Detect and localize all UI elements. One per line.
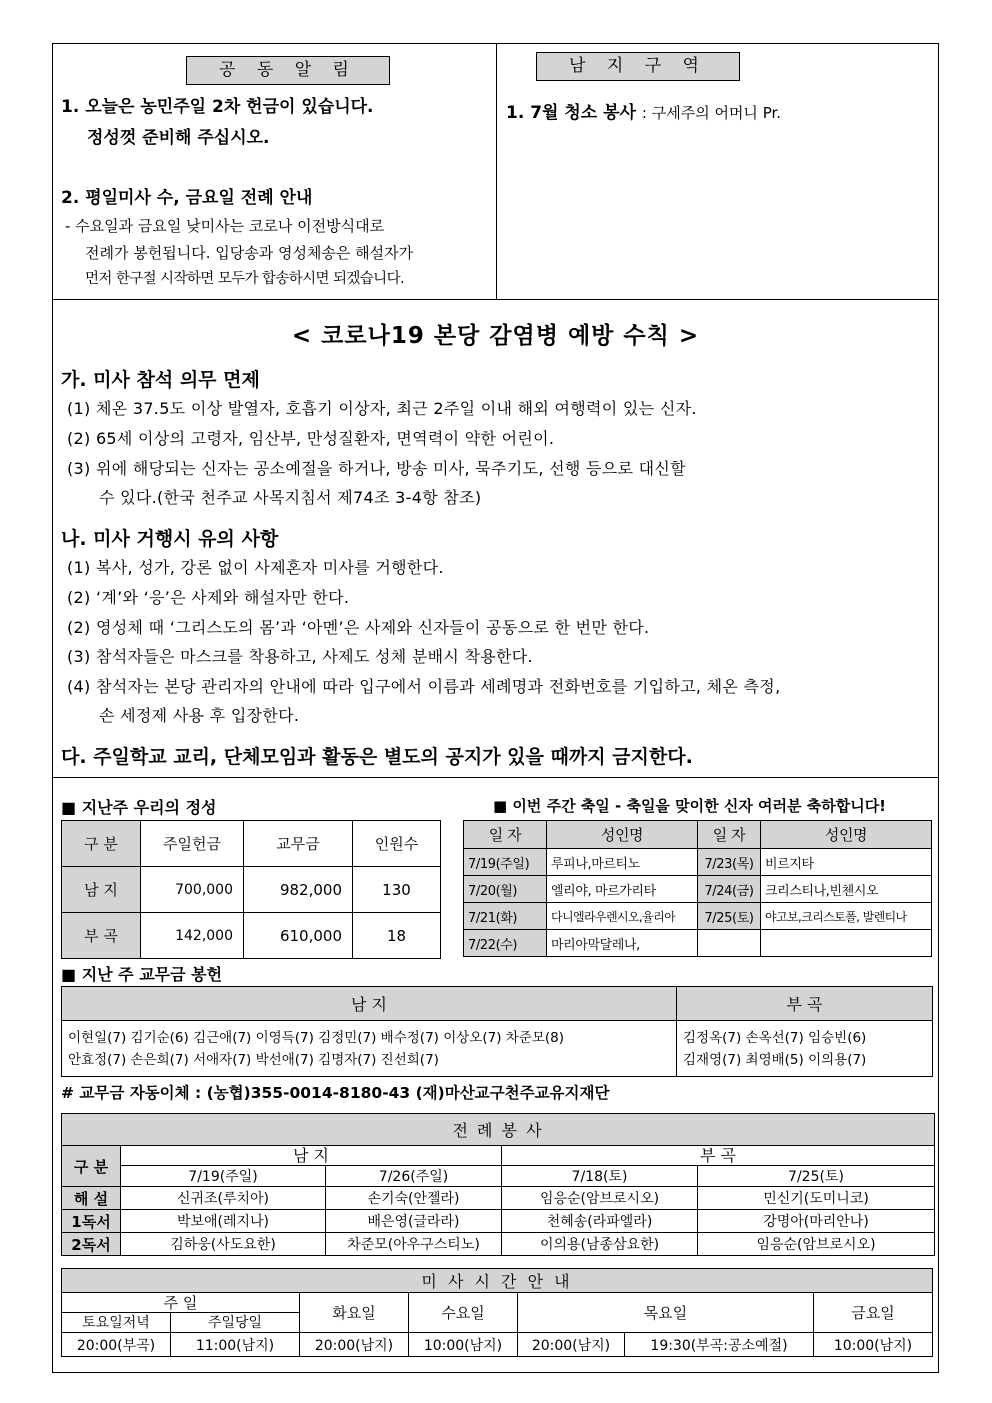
mass-time: 11:00(남지): [171, 1333, 300, 1357]
liturgy-date: 7/19(주일): [121, 1166, 326, 1187]
offering-row-count: 130: [353, 867, 441, 913]
offering-header-1: 주일헌금: [141, 821, 244, 867]
top-section: [53, 44, 938, 300]
liturgy-role: 2독서: [62, 1233, 121, 1256]
liturgy-date: 7/25(토): [698, 1166, 935, 1187]
offering-row-name: 부 곡: [62, 913, 141, 959]
mass-time: 20:00(남지): [300, 1333, 409, 1357]
district-item-1-label: 1. 7월 청소 봉사: [506, 103, 636, 123]
feast-saints: 비르지타: [761, 849, 932, 876]
feast-header-2: 일 자: [698, 821, 761, 849]
mass-title: 미 사 시 간 안 내: [62, 1269, 933, 1293]
feast-date: 7/25(토): [698, 903, 761, 930]
mass-time: 10:00(남지): [409, 1333, 518, 1357]
feast-saints: [761, 930, 932, 957]
liturgy-date: 7/26(주일): [326, 1166, 502, 1187]
rule-a3-cont: 수 있다.(한국 천주교 사목지침서 제74조 3-4항 참조): [99, 488, 482, 507]
offering-row: [62, 867, 441, 913]
feast-row: [464, 849, 932, 876]
offering-row-sunday: 700,000: [141, 867, 244, 913]
liturgy-cell: 임응순(암브로시오): [698, 1233, 935, 1256]
rule-b5-cont: 손 세정제 사용 후 입장한다.: [99, 706, 300, 725]
feast-saints: 야고보,크리스토폴, 발렌티나: [761, 903, 932, 930]
feast-date: 7/23(목): [698, 849, 761, 876]
rule-a2: (2) 65세 이상의 고령자, 임산부, 만성질환자, 면역력이 약한 어린이.: [67, 429, 555, 448]
feast-date: 7/24(금): [698, 876, 761, 903]
notice-item-2-line2: 전례가 봉헌됩니다. 입당송과 영성체송은 해설자가: [85, 244, 414, 262]
bulletin-frame: [52, 43, 939, 1373]
liturgy-cell: 이의용(남종삼요한): [502, 1233, 698, 1256]
notice-item-2-line3: 먼저 한구절 시작하면 모두가 합송하시면 되겠습니다.: [85, 271, 405, 287]
feast-label: ■ 이번 주간 축일 - 축일을 맞이한 신자 여러분 축하합니다!: [493, 797, 887, 815]
offering-header-3: 인원수: [353, 821, 441, 867]
dues-label: ■ 지난 주 교무금 봉헌: [61, 965, 223, 984]
covid-rules-section: [53, 299, 938, 778]
mass-sunday-header: 주 일: [62, 1293, 300, 1313]
liturgy-cell: 김하웅(사도요한): [121, 1233, 326, 1256]
rule-a3: (3) 위에 해당되는 신자는 공소예절을 하거나, 방송 미사, 묵주기도, 선행 등으로 대신할: [67, 459, 686, 478]
offering-row: [62, 913, 441, 959]
feast-date: [698, 930, 761, 957]
dues-table: [61, 986, 933, 1077]
feast-row: [464, 930, 932, 957]
mass-time: 10:00(남지): [814, 1333, 933, 1357]
rule-b5: (4) 참석자는 본당 관리자의 안내에 따라 입구에서 이름과 세례명과 전화번호를 기입하고, 체온 측정,: [67, 677, 781, 696]
feast-row: [464, 876, 932, 903]
offering-row-sunday: 142,000: [141, 913, 244, 959]
common-notice-panel: [53, 44, 497, 299]
mass-sun-day-header: 주일당일: [171, 1313, 300, 1333]
liturgy-bugok-header: 부 곡: [502, 1146, 935, 1166]
liturgy-table: [61, 1113, 935, 1256]
dues-namji-header: 남 지: [62, 987, 677, 1021]
rule-b4: (3) 참석자들은 마스크를 착용하고, 사제도 성체 분배시 착용한다.: [67, 647, 533, 666]
feast-header-3: 성인명: [761, 821, 932, 849]
mass-time: 20:00(남지): [518, 1333, 625, 1357]
feast-saints: 마리아막달레나,: [547, 930, 698, 957]
dues-bugok-line: 김재영(7) 최영배(5) 이의용(7): [683, 1051, 867, 1068]
dues-namji-line: 안효정(7) 손은희(7) 서애자(7) 박선애(7) 김명자(7) 진선희(7): [68, 1051, 439, 1068]
liturgy-row: [62, 1210, 935, 1233]
offering-header-2: 교무금: [244, 821, 353, 867]
mass-times-row: [62, 1333, 933, 1357]
liturgy-title: 전 례 봉 사: [62, 1114, 935, 1146]
rule-b1: (1) 복사, 성가, 강론 없이 사제혼자 미사를 거행한다.: [67, 558, 444, 577]
liturgy-row: [62, 1233, 935, 1256]
district-panel: [496, 44, 938, 299]
section-c-heading: 다. 주일학교 교리, 단체모임과 활동은 별도의 공지가 있을 때까지 금지한다.: [61, 746, 693, 768]
mass-time: 19:30(부곡:공소예절): [625, 1333, 814, 1357]
notice-item-1: 1. 오늘은 농민주일 2차 헌금이 있습니다.: [61, 97, 374, 117]
liturgy-cell: 손기숙(안젤라): [326, 1187, 502, 1210]
liturgy-role: 해 설: [62, 1187, 121, 1210]
notice-item-2-title: 2. 평일미사 수, 금요일 전례 안내: [61, 188, 313, 208]
feast-saints: 루피나,마르티노: [547, 849, 698, 876]
offering-row-name: 남 지: [62, 867, 141, 913]
covid-title: < 코로나19 본당 감염병 예방 수칙 >: [291, 323, 700, 349]
dues-bugok-names: [677, 1021, 933, 1077]
mass-schedule-table: [61, 1268, 933, 1357]
mass-sat-eve-header: 토요일저녁: [62, 1313, 171, 1333]
liturgy-date: 7/18(토): [502, 1166, 698, 1187]
liturgy-cell: 박보애(레지나): [121, 1210, 326, 1233]
section-a-heading: 가. 미사 참석 의무 면제: [61, 369, 260, 391]
mass-wed-header: 수요일: [409, 1293, 518, 1333]
dues-namji-line: 이현일(7) 김기순(6) 김근애(7) 이영득(7) 김정민(7) 배수정(7) 이상오(7) 차준모(8): [68, 1029, 565, 1046]
liturgy-cell: 민신기(도미니코): [698, 1187, 935, 1210]
mass-tue-header: 화요일: [300, 1293, 409, 1333]
notice-item-1-cont: 정성껏 준비해 주십시오.: [87, 128, 270, 148]
liturgy-row: [62, 1187, 935, 1210]
feast-table: [463, 820, 932, 957]
offering-header-0: 구 분: [62, 821, 141, 867]
liturgy-cell: 임응순(암브로시오): [502, 1187, 698, 1210]
offering-row-count: 18: [353, 913, 441, 959]
feast-saints: 다니엘라우렌시오,율리아: [547, 903, 698, 930]
district-title: 남 지 구 역: [536, 52, 740, 81]
feast-header-1: 성인명: [547, 821, 698, 849]
liturgy-role: 1독서: [62, 1210, 121, 1233]
feast-row: [464, 903, 932, 930]
liturgy-gubun: 구 분: [62, 1146, 121, 1187]
rule-b2: (2) ‘계’와 ‘응’은 사제와 해설자만 한다.: [67, 588, 350, 607]
section-b-heading: 나. 미사 거행시 유의 사항: [61, 528, 279, 550]
auto-transfer-info: # 교무금 자동이체 : (농협)355-0014-8180-43 (재)마산교구천주교유지재단: [61, 1084, 610, 1102]
liturgy-cell: 신귀조(루치아): [121, 1187, 326, 1210]
liturgy-cell: 차준모(아우구스티노): [326, 1233, 502, 1256]
feast-date: 7/21(화): [464, 903, 547, 930]
liturgy-namji-header: 남 지: [121, 1146, 502, 1166]
feast-date: 7/19(주일): [464, 849, 547, 876]
liturgy-cell: 천혜송(라파엘라): [502, 1210, 698, 1233]
common-notice-title: 공 동 알 림: [186, 56, 390, 85]
rule-a1: (1) 체온 37.5도 이상 발열자, 호흡기 이상자, 최근 2주일 이내 해외 여행력이 있는 신자.: [67, 399, 697, 418]
liturgy-cell: 배은영(글라라): [326, 1210, 502, 1233]
offering-row-dues: 982,000: [244, 867, 353, 913]
feast-header-0: 일 자: [464, 821, 547, 849]
offering-label: ■ 지난주 우리의 정성: [61, 798, 217, 817]
mass-fri-header: 금요일: [814, 1293, 933, 1333]
rule-b3: (2) 영성체 때 ‘그리스도의 몸’과 ‘아멘’은 사제와 신자들이 공동으로 한 번만 한다.: [67, 618, 650, 637]
mass-thu-header: 목요일: [518, 1293, 814, 1333]
dues-namji-names: [62, 1021, 677, 1077]
district-item-1-value: : 구세주의 어머니 Pr.: [641, 104, 782, 122]
feast-saints: 크리스티나,빈첸시오: [761, 876, 932, 903]
feast-saints: 엘리야, 마르가리타: [547, 876, 698, 903]
notice-item-2-line1: - 수요일과 금요일 낮미사는 코로나 이전방식대로: [65, 217, 385, 235]
offering-row-dues: 610,000: [244, 913, 353, 959]
mass-time: 20:00(부곡): [62, 1333, 171, 1357]
dues-bugok-header: 부 곡: [677, 987, 933, 1021]
feast-date: 7/22(수): [464, 930, 547, 957]
offering-table: [61, 820, 441, 959]
liturgy-cell: 강명아(마리안나): [698, 1210, 935, 1233]
dues-bugok-line: 김정옥(7) 손옥선(7) 임승빈(6): [683, 1029, 867, 1046]
district-item-1: [506, 100, 781, 127]
feast-date: 7/20(월): [464, 876, 547, 903]
